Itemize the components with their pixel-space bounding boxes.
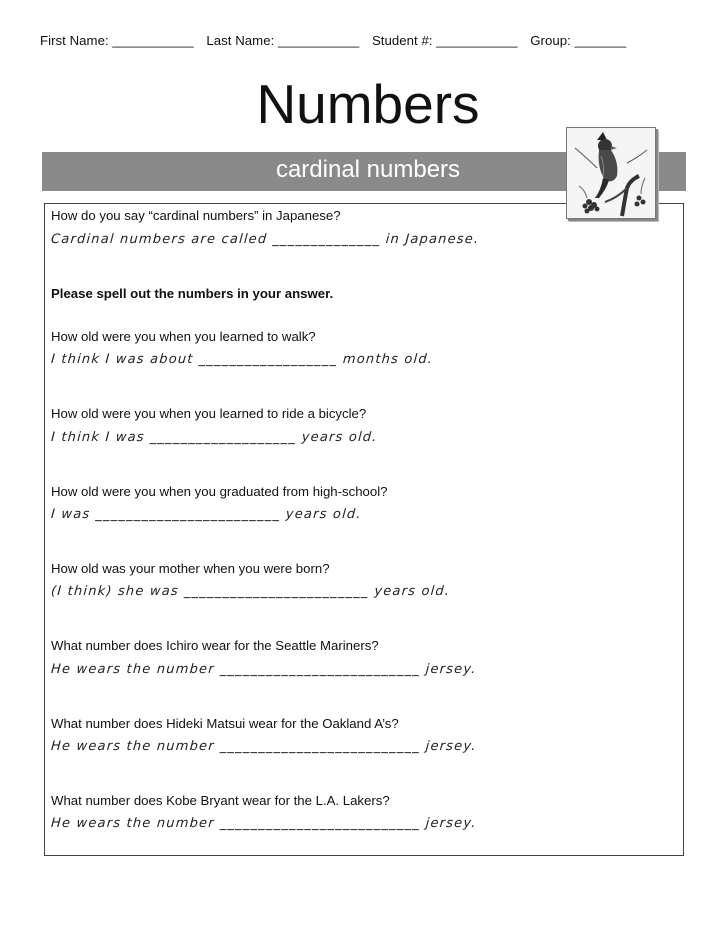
- last-name-field: Last Name: ___________: [206, 33, 360, 48]
- answer-line-6: He wears the number __________________________ jersey.: [50, 662, 478, 677]
- cardinal-bird-icon: [566, 127, 656, 219]
- answer-line-1: Cardinal numbers are called ______________ in Japanese.: [50, 232, 480, 247]
- student-info-line: [40, 33, 635, 48]
- answer-line-2: I think I was about __________________ months old.: [50, 352, 434, 367]
- page-subtitle: cardinal numbers: [275, 156, 461, 183]
- question-8: What number does Kobe Bryant wear for the L.A. Lakers?: [51, 793, 390, 808]
- question-4: How old were you when you graduated from high-school?: [51, 484, 388, 499]
- answer-line-8: He wears the number __________________________ jersey.: [50, 816, 478, 831]
- student-number-field: Student #: ___________: [371, 33, 518, 48]
- question-1: How do you say “cardinal numbers” in Japanese?: [51, 208, 341, 223]
- cardinal-bird-illustration: [567, 128, 655, 218]
- question-6: What number does Ichiro wear for the Seattle Mariners?: [51, 638, 379, 653]
- question-7: What number does Hideki Matsui wear for the Oakland A’s?: [51, 716, 399, 731]
- group-field: Group: _______: [530, 33, 627, 48]
- page-title: Numbers: [256, 73, 480, 135]
- answer-line-4: I was ________________________ years old.: [50, 507, 363, 522]
- answer-line-7: He wears the number __________________________ jersey.: [50, 739, 478, 754]
- answer-line-3: I think I was ___________________ years old.: [50, 430, 379, 445]
- answer-line-5: (I think) she was ________________________ years old.: [50, 584, 451, 599]
- first-name-field: First Name: ___________: [40, 33, 194, 48]
- question-2: How old were you when you learned to walk?: [51, 329, 316, 344]
- question-5: How old was your mother when you were born?: [51, 561, 330, 576]
- question-3: How old were you when you learned to ride a bicycle?: [51, 406, 367, 421]
- instruction-text: Please spell out the numbers in your answer.: [51, 286, 334, 301]
